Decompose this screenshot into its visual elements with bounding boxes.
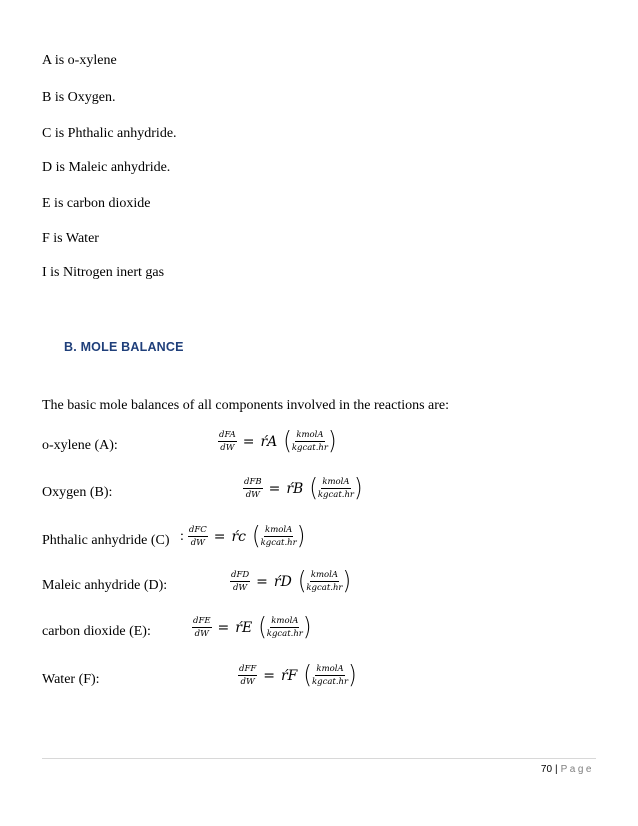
unit-fraction: $\frac{\text{kmolA}}{\text{kgcat.hr}}$ xyxy=(266,616,303,639)
left-paren: ( xyxy=(252,521,261,551)
rate-term: ŕc xyxy=(231,528,247,545)
definition-b: B is Oxygen. xyxy=(42,90,116,105)
definition-e: E is carbon dioxide xyxy=(42,196,151,211)
definition-f: F is Water xyxy=(42,231,99,246)
intro-text: The basic mole balances of all components involved in the reactions are: xyxy=(42,398,450,413)
right-paren: ) xyxy=(353,473,363,503)
equals-sign: = xyxy=(263,667,275,684)
equation-label-c: Phthalic anhydride (C) xyxy=(42,533,170,548)
equation-b xyxy=(243,473,363,503)
equals-sign: = xyxy=(217,619,230,636)
unit-fraction: $\frac{\text{kmolA}}{\text{kgcat.hr}}$ xyxy=(311,664,349,687)
definition-c: C is Phthalic anhydride. xyxy=(42,126,177,141)
left-paren: ( xyxy=(303,660,312,690)
equation-label-d: Maleic anhydride (D): xyxy=(42,578,168,593)
rate-term: ŕE xyxy=(235,619,253,636)
unit-fraction: $\frac{\text{kmolA}}{\text{kgcat.hr}}$ xyxy=(260,525,297,548)
right-paren: ) xyxy=(296,521,306,551)
definition-a: A is o-xylene xyxy=(42,53,117,68)
rate-term: ŕB xyxy=(286,480,304,497)
equation-label-a: o-xylene (A): xyxy=(42,438,118,453)
equals-sign: = xyxy=(268,480,281,497)
section-heading: B. MOLE BALANCE xyxy=(64,340,184,354)
rate-term: ŕF xyxy=(280,667,298,684)
derivative-fraction: $\frac{\text{dFC}}{dW}$ xyxy=(188,525,207,548)
rate-term: ŕD xyxy=(273,573,292,590)
derivative-fraction: $\frac{\text{dFE}}{dW}$ xyxy=(193,616,211,639)
derivative-fraction: $\frac{\text{dFA}}{dW}$ xyxy=(219,430,236,453)
equals-sign: = xyxy=(256,573,268,590)
definition-i: I is Nitrogen inert gas xyxy=(42,265,165,280)
right-paren: ) xyxy=(342,566,352,596)
definition-d: D is Maleic anhydride. xyxy=(42,160,171,175)
left-paren: ( xyxy=(309,473,318,503)
equals-sign: = xyxy=(213,528,226,545)
equation-label-e: carbon dioxide (E): xyxy=(42,624,151,639)
left-paren: ( xyxy=(258,612,267,642)
equation-f xyxy=(238,660,357,690)
page-footer xyxy=(541,764,594,775)
equation-d xyxy=(230,566,352,596)
footer-separator: | xyxy=(555,764,558,775)
equation-a xyxy=(218,426,337,456)
equals-sign: = xyxy=(242,433,255,450)
footer-divider xyxy=(42,758,596,759)
page-number: 70 xyxy=(540,764,553,775)
equation-c xyxy=(180,521,306,551)
rate-term: ŕA xyxy=(260,433,278,450)
right-paren: ) xyxy=(348,660,357,690)
unit-fraction: $\frac{\text{kmolA}}{\text{kgcat.hr}}$ xyxy=(306,570,343,593)
derivative-fraction: $\frac{\text{dFF}}{dW}$ xyxy=(239,664,257,687)
left-paren: ( xyxy=(283,426,292,456)
right-paren: ) xyxy=(302,612,312,642)
equation-e xyxy=(192,612,312,642)
left-paren: ( xyxy=(297,566,307,596)
equation-label-f: Water (F): xyxy=(42,672,100,687)
label-colon: : xyxy=(180,528,184,544)
derivative-fraction: $\frac{\text{dFD}}{dW}$ xyxy=(231,570,250,593)
unit-fraction: $\frac{\text{kmolA}}{\text{kgcat.hr}}$ xyxy=(317,477,354,500)
right-paren: ) xyxy=(327,426,337,456)
unit-fraction: $\frac{\text{kmolA}}{\text{kgcat.hr}}$ xyxy=(291,430,328,453)
derivative-fraction: $\frac{\text{dFB}}{dW}$ xyxy=(244,477,262,500)
equation-label-b: Oxygen (B): xyxy=(42,485,113,500)
page-label: Page xyxy=(560,764,594,775)
